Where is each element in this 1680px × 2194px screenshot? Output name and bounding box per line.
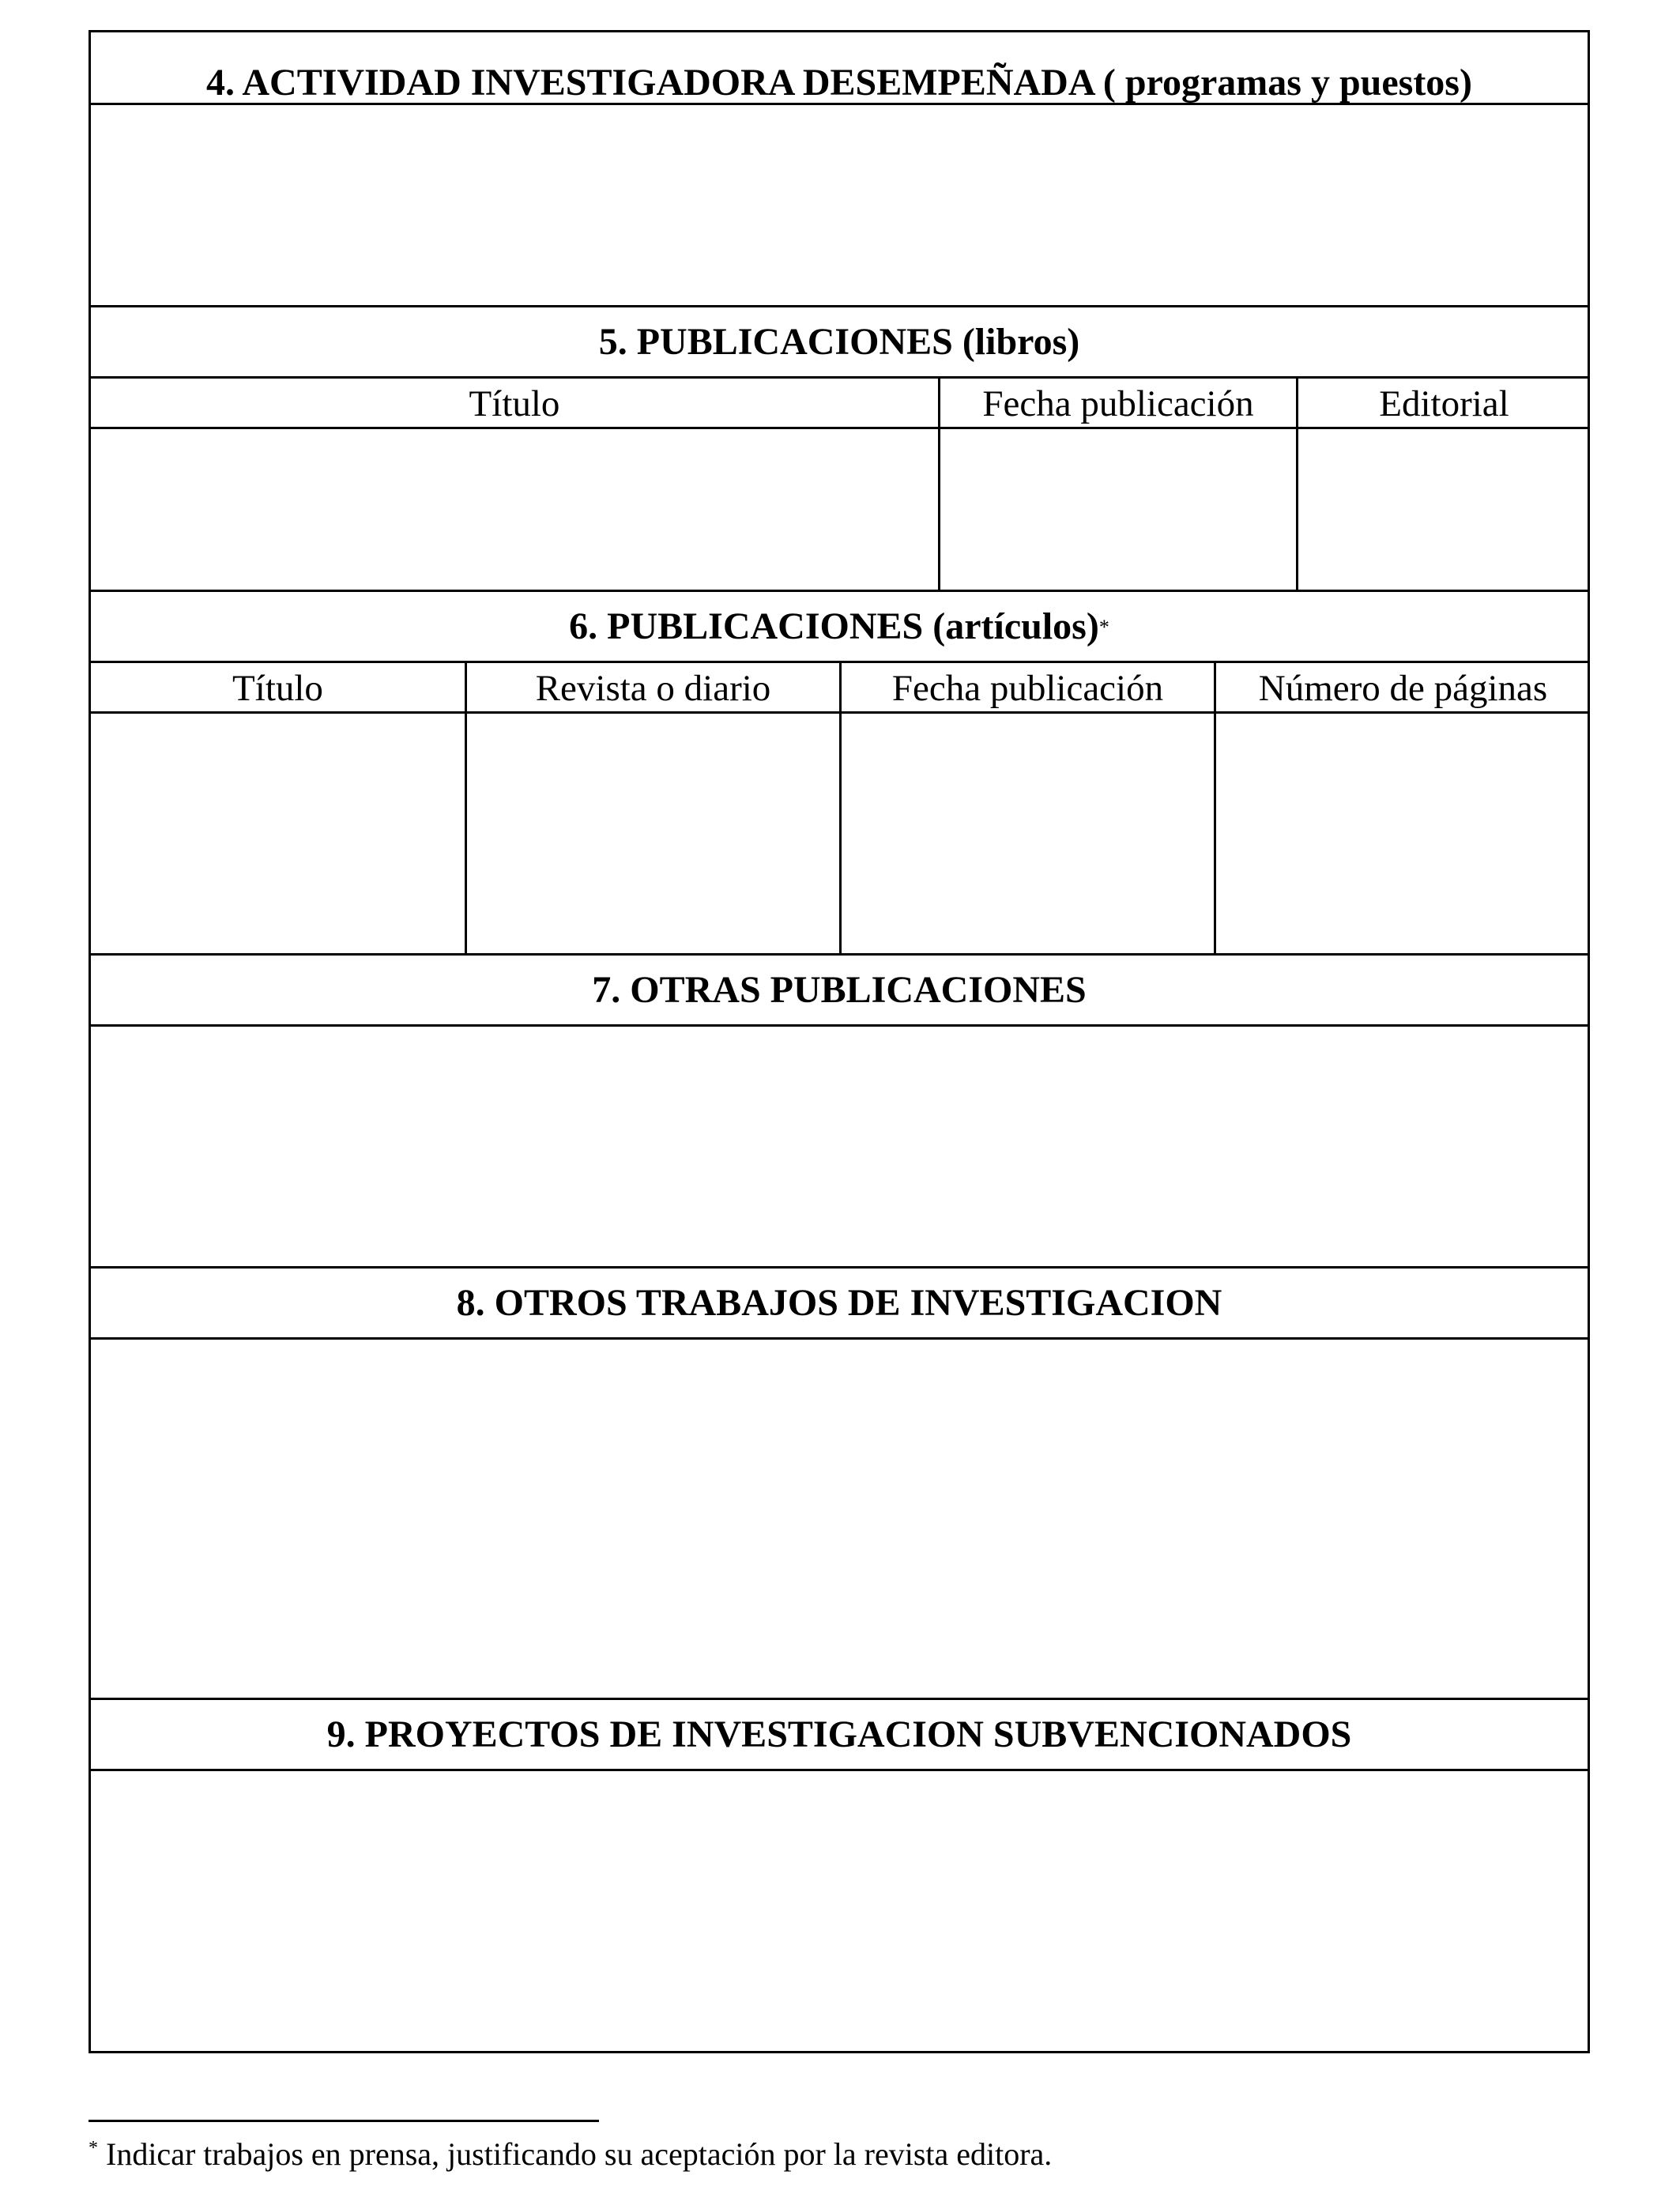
research-form (89, 30, 1590, 2053)
section-7-answer-area[interactable] (91, 1027, 1588, 1266)
articles-cell-title[interactable] (91, 714, 465, 953)
footnote-text: Indicar trabajos en prensa, justificando su aceptación por la revista editora. (106, 2136, 1053, 2172)
articles-cell-pages[interactable] (1216, 714, 1590, 953)
footnote-marker: * (89, 2138, 98, 2158)
books-cell-publisher[interactable] (1298, 429, 1590, 590)
section-4-title: 4. ACTIVIDAD INVESTIGADORA DESEMPEÑADA ( programas y puestos) (206, 62, 1472, 104)
articles-col-title: Título (232, 668, 323, 709)
books-col-date: Fecha publicación (982, 383, 1254, 424)
divider (91, 953, 1588, 956)
articles-col-pages: Número de páginas (1258, 668, 1548, 709)
section-6-title (91, 605, 1588, 647)
footnote-separator (89, 2120, 599, 2122)
divider (91, 305, 1588, 307)
section-9-title: 9. PROYECTOS DE INVESTIGACION SUBVENCIONADOS (326, 1713, 1352, 1755)
articles-col-date: Fecha publicación (891, 668, 1164, 709)
books-cell-title[interactable] (91, 429, 938, 590)
section-9-answer-area[interactable] (91, 1771, 1588, 2051)
section-7-title: 7. OTRAS PUBLICACIONES (592, 969, 1087, 1011)
section-6-title-text: 6. PUBLICACIONES (artículos) (569, 605, 1099, 647)
divider (91, 1698, 1588, 1700)
articles-cell-date[interactable] (842, 714, 1214, 953)
divider (91, 376, 1588, 379)
books-col-title: Título (469, 383, 560, 424)
books-cell-date[interactable] (940, 429, 1296, 590)
section-4-answer-area[interactable] (91, 105, 1588, 303)
articles-col-journal: Revista o diario (535, 668, 771, 709)
section-8-answer-area[interactable] (91, 1340, 1588, 1698)
divider (91, 1266, 1588, 1269)
footnote-reference: * (1098, 616, 1109, 639)
divider (91, 590, 1588, 592)
section-8-title: 8. OTROS TRABAJOS DE INVESTIGACION (456, 1282, 1222, 1324)
footnote (89, 2136, 1053, 2172)
section-5-title: 5. PUBLICACIONES (libros) (598, 321, 1080, 363)
articles-cell-journal[interactable] (467, 714, 839, 953)
books-col-publisher: Editorial (1379, 383, 1509, 424)
